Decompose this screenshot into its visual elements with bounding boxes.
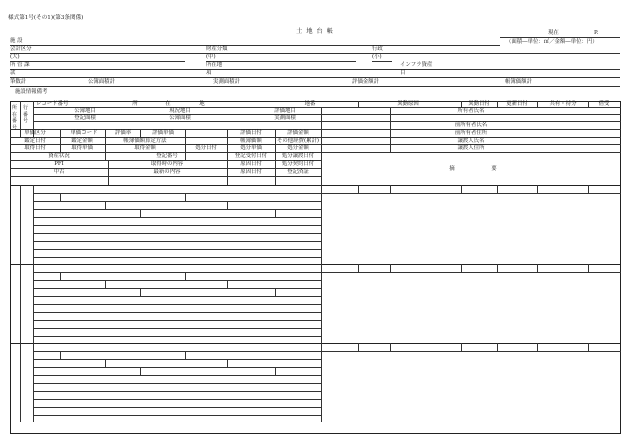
col-registered-area: 登記面積 [74, 115, 96, 121]
record-col-divider [588, 343, 589, 351]
col-location-2: 在 [165, 101, 171, 107]
col-latest-content: 最新の内容 [153, 169, 181, 175]
col-book-value: 帳簿価額 [240, 138, 262, 144]
record-row-line [33, 312, 321, 313]
record-col-divider [140, 209, 141, 217]
record-row-line [33, 280, 321, 281]
col-valuation-amount: 評価金額 [287, 130, 309, 136]
record-col-divider [358, 264, 359, 272]
record-col-divider [185, 351, 186, 359]
col-measured-area: 実測面積 [274, 115, 296, 121]
col-disposal-amount: 処分金額 [287, 145, 309, 151]
col-valuation-category: 評価地目 [274, 108, 296, 114]
record-row-line [33, 225, 321, 226]
hdr-vline-mid [321, 107, 322, 185]
facility-label: 施 設 [10, 38, 23, 44]
hdr-vline-a [358, 101, 359, 107]
record-col-divider [105, 359, 106, 367]
record-row-line [33, 336, 321, 337]
record-col-divider [140, 288, 141, 296]
record-row-line [321, 272, 621, 273]
record-col-divider [227, 280, 228, 288]
record-row-line [33, 328, 321, 329]
record-separator [10, 343, 621, 344]
record-row-line [33, 375, 321, 376]
record-row-line [33, 320, 321, 321]
col-unit-price-code: 単価コード [70, 130, 98, 136]
col-valuation-date: 評価日付 [240, 130, 262, 136]
header-line-3c [372, 61, 392, 62]
record-row-line [33, 249, 321, 250]
col-location-3: 地 [199, 101, 205, 107]
record-col-divider [461, 264, 462, 272]
col-acquisition-date: 取得日付 [24, 145, 46, 151]
col-appraisal-date: 鑑定日付 [24, 138, 46, 144]
minor-label: (小) [372, 54, 382, 60]
record-col-divider [185, 272, 186, 280]
side-caption-1: 所在番号 [12, 105, 18, 131]
record-col-divider [140, 367, 141, 375]
col-prev-owner-name: 前所有者氏名 [454, 122, 488, 128]
col-used: 中古 [53, 169, 65, 175]
record-row-line [33, 296, 321, 297]
table-header-bottom [10, 185, 621, 186]
col-change-cause: 異動原因 [397, 101, 419, 107]
record-mid-divider [321, 185, 322, 264]
valuation-total-label: 評価金額計 [352, 79, 379, 85]
hdr-row-line-1 [33, 107, 621, 108]
record-side-divider [20, 264, 21, 343]
record-row-line [33, 359, 321, 360]
record-col-divider [358, 185, 359, 193]
department-label: 所 管 課 [10, 62, 30, 68]
side-caption-2: 行番号 [23, 105, 29, 124]
record-col-divider [461, 185, 462, 193]
units-note: （面積―単位：㎡／金額―単位：円） [506, 39, 598, 45]
hdr-row-line-6 [10, 144, 621, 145]
record-row-line [33, 233, 321, 234]
record-mid-divider [321, 343, 322, 422]
col-remarks-1: 摘 [449, 166, 455, 172]
kou-label: 項 [206, 70, 212, 76]
col-record-no: レコード番号 [36, 101, 69, 107]
location-label: 所在地 [206, 62, 223, 68]
record-col-divider [227, 359, 228, 367]
hdr-row-line-2 [33, 114, 621, 115]
facility-notes-label: 施設情報備考 [15, 89, 48, 95]
hdr-vline-l [108, 160, 109, 185]
col-acquisition-content: 取得時の内容 [150, 161, 184, 167]
col-registration-receipt-date: 登記受付日付 [234, 153, 268, 159]
hdr-vline-k [60, 129, 61, 152]
col-transferor-name: 譲渡人氏名 [457, 138, 485, 144]
col-change-date: 異動日付 [468, 101, 490, 107]
hdr-row-line-7 [10, 152, 621, 153]
col-acquisition-unit-price: 取得単価 [71, 145, 93, 151]
record-row-line [33, 399, 321, 400]
record-side-divider [20, 185, 21, 264]
record-row-line [33, 201, 321, 202]
record-col-divider [390, 185, 391, 193]
record-col-divider [60, 351, 61, 359]
record-mid-divider [321, 264, 322, 343]
hdr-vline-h [185, 129, 186, 160]
record-col-divider [390, 264, 391, 272]
col-cause-date-2: 原因日付 [240, 169, 262, 175]
book-value-total-label: 帳簿価額計 [505, 79, 532, 85]
hdr-vline-owner [390, 107, 391, 152]
middle-label: (中) [206, 54, 216, 60]
record-row-line [33, 367, 321, 368]
record-row-line [33, 383, 321, 384]
col-lot-no: 地番 [304, 101, 316, 107]
col-remarks-2: 要 [491, 166, 497, 172]
record-col-divider [390, 343, 391, 351]
record-col-divider [497, 185, 498, 193]
record-col-divider [185, 193, 186, 201]
record-col-divider [105, 280, 106, 288]
col-owner-name: 所有者氏名 [457, 108, 485, 114]
record-row-line [33, 193, 321, 194]
record-row-line [321, 351, 621, 352]
page-title: 土 地 台 帳 [296, 28, 334, 35]
col-other-expenses: その他経費(累計) [277, 138, 319, 144]
col-unit-price-class: 単価区分 [24, 130, 46, 136]
infra-asset-label: インフラ資産 [400, 62, 433, 68]
record-row-line [33, 209, 321, 210]
record-col-divider [537, 343, 538, 351]
record-row-line [33, 304, 321, 305]
header-line-6 [10, 86, 620, 87]
col-current-category: 現況地目 [169, 108, 191, 114]
col-lease: 借受 [598, 101, 610, 107]
record-col-divider [358, 343, 359, 351]
form-id: 様式第1号(その1)(第3条関係) [8, 15, 84, 21]
record-col-divider [537, 185, 538, 193]
facility-line [10, 45, 500, 46]
record-col-divider [497, 264, 498, 272]
record-col-divider [497, 343, 498, 351]
hdr-vline-d [537, 101, 538, 107]
property-class-label: 財産分類 [206, 46, 228, 52]
record-col-divider [60, 272, 61, 280]
col-prev-owner-address: 前所有者住所 [454, 130, 488, 136]
header-line-3b [206, 61, 356, 62]
record-separator [10, 264, 621, 265]
record-col-divider [275, 288, 276, 296]
hdr-vline-f [275, 129, 276, 185]
col-official-category: 公簿地目 [74, 108, 96, 114]
parcel-count-label: 筆数計 [10, 79, 27, 85]
col-update-date: 更新日付 [506, 101, 528, 107]
col-disposal-date: 処分日付 [195, 145, 217, 151]
record-col-divider [537, 264, 538, 272]
measured-area-total-label: 実測面積計 [213, 79, 240, 85]
hdr-vline-j [140, 129, 141, 137]
col-disposal-contract-date: 処分契約日付 [281, 161, 315, 167]
header-line-3a [10, 61, 185, 62]
col-disposal-transfer-date: 処分譲渡日付 [281, 153, 315, 159]
record-col-divider [60, 193, 61, 201]
admin-label: 行政 [372, 46, 383, 52]
record-col-divider [227, 201, 228, 209]
official-area-total-label: 公簿面積計 [88, 79, 115, 85]
hdr-vline-g [227, 129, 228, 185]
record-row-line [33, 288, 321, 289]
record-row-line [33, 415, 321, 416]
hdr-vline-c [497, 101, 498, 107]
header-line-2 [10, 53, 620, 54]
col-share: 共有・持分 [549, 101, 577, 107]
header-line-4 [10, 69, 620, 70]
col-transferor-address: 譲渡人住所 [457, 145, 485, 151]
moku-label: 目 [400, 70, 406, 76]
side-col-divider-1 [20, 101, 21, 137]
record-row-line [33, 257, 321, 258]
record-col-divider [461, 343, 462, 351]
record-col-divider [588, 185, 589, 193]
major-label: (大) [10, 54, 20, 60]
record-row-line [321, 193, 621, 194]
col-disposal-unit-price: 処分単価 [240, 145, 262, 151]
col-pfi: PFI [54, 161, 64, 167]
hdr-row-line-4 [10, 129, 621, 130]
col-book-value-method: 帳簿価額算定方法 [123, 138, 167, 144]
record-row-line [33, 407, 321, 408]
hdr-vline-b [461, 101, 462, 107]
col-official-area: 公簿面積 [169, 115, 191, 121]
record-col-divider [275, 367, 276, 375]
record-row-line [33, 217, 321, 218]
col-acquisition-amount: 取得金額 [134, 145, 156, 151]
kan-label: 款 [10, 70, 16, 76]
page-underline [500, 37, 620, 38]
record-row-line [33, 241, 321, 242]
col-registration-no: 登記番号 [156, 153, 178, 159]
page-label: P. [594, 30, 599, 36]
col-registration-certificate: 登記済証 [287, 169, 309, 175]
record-col-divider [275, 209, 276, 217]
record-col-divider [588, 264, 589, 272]
col-valuation-rate: 評価率 [114, 130, 132, 136]
main-table [10, 101, 621, 434]
col-appraisal-amount: 鑑定金額 [71, 138, 93, 144]
record-col-divider [105, 201, 106, 209]
record-row-line [33, 391, 321, 392]
hdr-row-line-3 [33, 121, 621, 122]
col-valuation-unit-price: 評価単価 [152, 130, 174, 136]
col-asset-status: 資産状況 [48, 153, 70, 159]
header-line-5 [10, 77, 620, 78]
record-row-line [33, 272, 321, 273]
col-location-1: 所 [132, 101, 138, 107]
as-of-label: 現在 [548, 30, 559, 36]
record-row-line [33, 351, 321, 352]
hdr-vline-e [588, 101, 589, 107]
col-cause-date-1: 原因日付 [240, 161, 262, 167]
account-label: 会計区分 [10, 46, 32, 52]
record-side-divider [20, 343, 21, 422]
hdr-vline-i [105, 129, 106, 160]
